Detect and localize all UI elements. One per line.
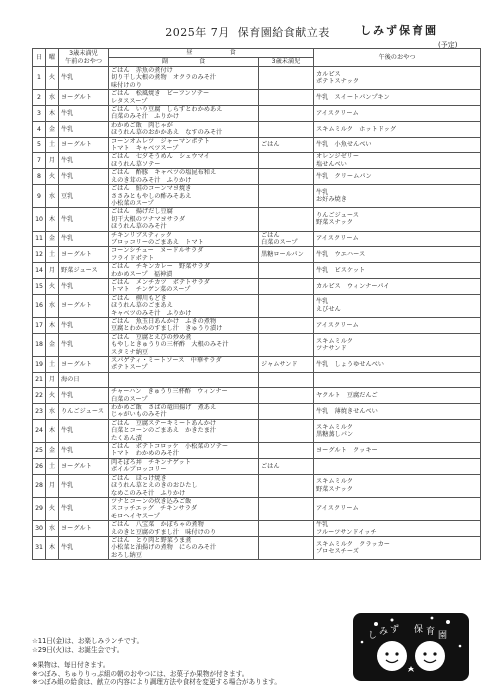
- day-cell: 11: [33, 231, 46, 247]
- table-row: [33, 106, 481, 122]
- day-cell: 10: [33, 208, 46, 231]
- dish-line: えのきと豆腐のすまし汁 味付けのり: [111, 528, 217, 536]
- dish-line: ごはん 柳川もどき: [111, 294, 167, 302]
- afternoon-snack-cell: 牛乳 フルーツサンドイッチ: [314, 521, 481, 537]
- afternoon-snack-cell: カルピス ウィンナーパイ: [314, 278, 481, 294]
- dish-line: スタミナ納豆: [111, 348, 149, 356]
- main-dish-cell: [109, 443, 259, 459]
- dish-line: ごはん 松風焼き ビーフンソテー: [111, 90, 210, 98]
- main-dish-cell: [109, 278, 259, 294]
- main-dish-cell: [109, 67, 259, 90]
- dish-line: 豆腐とわかめのすまし汁 きゅうり漬け: [111, 325, 223, 333]
- dish-line: 白菜のスープ: [111, 395, 148, 403]
- table-row: [33, 404, 481, 420]
- main-dish-cell: [109, 318, 259, 334]
- afternoon-snack-cell: スキムミルク ツナサンド: [314, 333, 481, 356]
- morning-snack-cell: 牛乳: [59, 388, 109, 404]
- dish-line: キャベツのみそ汁 ふりかけ: [111, 309, 192, 317]
- dish-line: ごはん メンチカツ ポテトサラダ: [111, 278, 210, 286]
- day-cell: 30: [33, 521, 46, 537]
- weekday-cell: 木: [46, 318, 59, 334]
- under3-cell: [259, 419, 314, 442]
- under3-cell: [259, 536, 314, 559]
- morning-snack-cell: りんごジュース: [59, 404, 109, 420]
- under3-cell: ごはん: [259, 137, 314, 153]
- day-cell: 23: [33, 404, 46, 420]
- table-row: [33, 294, 481, 317]
- dish-line: スコッチエッグ チキンサラダ: [111, 505, 198, 513]
- morning-snack-cell: 豆乳: [59, 185, 109, 208]
- dish-line: レタススープ: [111, 97, 148, 105]
- menu-heading: 保育園給食献立表: [237, 26, 330, 39]
- note-line: ☆11日(金)は、お楽しみランチです。: [32, 637, 144, 645]
- afternoon-snack-cell: 牛乳 薄焼きせんべい: [314, 404, 481, 420]
- day-cell: 17: [33, 318, 46, 334]
- under3-cell: [259, 169, 314, 185]
- weekday-cell: 土: [46, 247, 59, 263]
- dish-line: わかめご飯 肉じゃが: [111, 121, 173, 129]
- under3-cell: ごはん 白菜のスープ: [259, 231, 314, 247]
- day-cell: 7: [33, 153, 46, 169]
- weekday-cell: 金: [46, 333, 59, 356]
- dish-line: コーンシチュー ヌードルサラダ: [111, 247, 204, 255]
- main-dish-cell: [109, 208, 259, 231]
- dish-line: 肉そぼろ丼 チキンナゲット: [111, 458, 191, 466]
- under3-cell: [259, 106, 314, 122]
- notes: [32, 637, 281, 687]
- under3-cell: [259, 278, 314, 294]
- dish-line: ごはん チキンカレー 野菜サラダ: [111, 263, 210, 271]
- day-cell: 12: [33, 247, 46, 263]
- table-row: [33, 372, 481, 387]
- morning-snack-cell: 牛乳: [59, 536, 109, 559]
- col-lunch: 昼 食: [109, 49, 314, 58]
- dish-line: ごはん 鮭のコーンマヨ焼き: [111, 185, 192, 193]
- dish-line: 切り干し大根の煮物 オクラのみそ汁: [111, 74, 217, 82]
- dish-line: チャーハン きゅうり三杯酢 ウィンナー: [111, 388, 228, 396]
- table-row: [33, 121, 481, 137]
- morning-snack-cell: 海の日: [59, 372, 109, 387]
- under3-cell: [259, 474, 314, 497]
- weekday-cell: 火: [46, 67, 59, 90]
- morning-snack-cell: ヨーグルト: [59, 357, 109, 373]
- day-cell: 3: [33, 106, 46, 122]
- dish-line: わかめスープ 福神漬: [111, 270, 173, 278]
- svg-text:育: 育: [426, 627, 436, 637]
- dish-line: 白菜のみそ汁 ふりかけ: [111, 113, 180, 121]
- main-dish-cell: [109, 294, 259, 317]
- main-dish-cell: [109, 106, 259, 122]
- afternoon-snack-cell: 牛乳 小魚せんべい: [314, 137, 481, 153]
- dish-line: ブロッコリーのごまあえ トマト: [111, 238, 204, 246]
- dish-line: ごはん 豆腐とえびの炒め煮: [111, 333, 192, 341]
- afternoon-snack-cell: 牛乳 しょうゆせんべい: [314, 357, 481, 373]
- main-dish-cell: [109, 333, 259, 356]
- day-cell: 2: [33, 90, 46, 106]
- morning-snack-cell: 牛乳: [59, 231, 109, 247]
- day-cell: 25: [33, 443, 46, 459]
- table-row: [33, 458, 481, 474]
- col-day: 日: [33, 49, 46, 67]
- dish-line: モロヘイヤスープ: [111, 512, 160, 520]
- svg-text:園: 園: [438, 631, 448, 641]
- main-dish-cell: [109, 357, 259, 373]
- under3-cell: [259, 372, 314, 387]
- morning-snack-cell: 牛乳: [59, 106, 109, 122]
- day-cell: 21: [33, 372, 46, 387]
- weekday-cell: 水: [46, 90, 59, 106]
- afternoon-snack-cell: 牛乳 お好み焼き: [314, 185, 481, 208]
- main-dish-cell: [109, 521, 259, 537]
- under3-cell: ごはん: [259, 458, 314, 474]
- dish-line: トマト キャベツスープ: [111, 145, 179, 153]
- svg-text:し: し: [368, 631, 378, 641]
- morning-snack-cell: 牛乳: [59, 443, 109, 459]
- main-dish-cell: [109, 231, 259, 247]
- afternoon-snack-cell: 牛乳 えびせん: [314, 294, 481, 317]
- morning-snack-cell: ヨーグルト: [59, 294, 109, 317]
- dish-line: えのき茸のみそ汁 ふりかけ: [111, 176, 192, 184]
- dish-line: チキンリブスティック: [111, 231, 172, 239]
- day-cell: 18: [33, 333, 46, 356]
- weekday-cell: 水: [46, 404, 59, 420]
- day-cell: 31: [33, 536, 46, 559]
- school-logo: [352, 612, 470, 682]
- afternoon-snack-cell: オレンジゼリー 塩せんべい: [314, 153, 481, 169]
- morning-snack-cell: 牛乳: [59, 318, 109, 334]
- afternoon-snack-cell: ヨーグルト クッキー: [314, 443, 481, 459]
- weekday-cell: 月: [46, 263, 59, 279]
- under3-cell: ジャムサンド: [259, 357, 314, 373]
- afternoon-snack-cell: 牛乳 ビスケット: [314, 263, 481, 279]
- table-row: [33, 90, 481, 106]
- weekday-cell: 土: [46, 458, 59, 474]
- day-cell: 14: [33, 263, 46, 279]
- dish-line: ごはん 八宝菜 かぼちゃの煮物: [111, 521, 204, 529]
- main-dish-cell: [109, 90, 259, 106]
- weekday-cell: 火: [46, 497, 59, 520]
- dish-line: ごはん 酢豚 キャベツの塩昆布和え: [111, 169, 217, 177]
- col-morning-snack: 3歳未満児 午前のおやつ: [59, 49, 109, 67]
- table-row: [33, 536, 481, 559]
- dish-line: ごはん 揚げだし豆腐: [111, 208, 173, 216]
- morning-snack-cell: ヨーグルト: [59, 90, 109, 106]
- morning-snack-cell: 牛乳: [59, 419, 109, 442]
- note-line: ※つぼみ組の給食は、献立の内容により調理方法や食材を変更する場合があります。: [32, 678, 281, 686]
- table-row: [33, 278, 481, 294]
- dish-line: おろし納豆: [111, 551, 142, 559]
- morning-snack-cell: ヨーグルト: [59, 137, 109, 153]
- day-cell: 24: [33, 419, 46, 442]
- weekday-cell: 木: [46, 536, 59, 559]
- dish-line: 小松菜と油揚げの煮物 にらのみそ汁: [111, 544, 217, 552]
- main-dish-cell: [109, 169, 259, 185]
- under3-cell: [259, 294, 314, 317]
- dish-line: コーンオムレツ ジャーマンポテト: [111, 137, 210, 145]
- under3-cell: [259, 443, 314, 459]
- dish-line: ごはん ほっけ焼き: [111, 474, 167, 482]
- weekday-cell: 火: [46, 278, 59, 294]
- main-dish-cell: [109, 263, 259, 279]
- dish-line: ほうれん草ソテー: [111, 160, 161, 168]
- table-row: [33, 333, 481, 356]
- main-dish-cell: [109, 404, 259, 420]
- dish-line: たくあん漬: [111, 434, 142, 442]
- morning-snack-cell: 牛乳: [59, 333, 109, 356]
- menu-body: [33, 67, 481, 560]
- dish-line: ごはん 豆腐ステーキミートあんかけ: [111, 419, 217, 427]
- weekday-cell: 木: [46, 208, 59, 231]
- weekday-cell: 月: [46, 372, 59, 387]
- dish-line: 小松菜のスープ: [111, 199, 154, 207]
- dish-line: ほうれん草のみそ汁: [111, 223, 167, 231]
- note-line: ※つぼみ、ちゅりりっぷ組の朝のおやつには、お菓子か果物が付きます。: [32, 669, 249, 678]
- dish-line: ポテトスープ: [111, 364, 148, 372]
- morning-snack-cell: 牛乳: [59, 153, 109, 169]
- dish-line: ほうれん草とえのきのおひたし: [111, 482, 198, 490]
- day-cell: 8: [33, 169, 46, 185]
- col-main-dish: 副 食: [109, 58, 259, 67]
- main-dish-cell: [109, 474, 259, 497]
- weekday-cell: 土: [46, 137, 59, 153]
- dish-line: ごはん ポテトコロッケ 小松菜のソテー: [111, 443, 229, 451]
- under3-cell: [259, 333, 314, 356]
- dish-line: なめこのみそ汁 ふりかけ: [111, 489, 186, 497]
- main-dish-cell: [109, 458, 259, 474]
- weekday-cell: 水: [46, 521, 59, 537]
- under3-cell: [259, 263, 314, 279]
- dish-line: ごはん 魚玉日あんかけ ふきの煮物: [111, 318, 217, 325]
- morning-snack-cell: ヨーグルト: [59, 521, 109, 537]
- col-under3: 3歳未満児: [259, 58, 314, 67]
- afternoon-snack-cell: スキムミルク 黒糖蒸しパン: [314, 419, 481, 442]
- weekday-cell: 水: [46, 294, 59, 317]
- note-line: ※果物は、毎日付きます。: [32, 661, 110, 669]
- dish-line: ごはん いり豆腐 しらすとわかめあえ: [111, 106, 223, 114]
- afternoon-snack-cell: りんごジュース 野菜スナック: [314, 208, 481, 231]
- afternoon-snack-cell: 牛乳 スイートパンプキン: [314, 90, 481, 106]
- weekday-cell: 水: [46, 185, 59, 208]
- afternoon-snack-cell: [314, 372, 481, 387]
- dish-line: ボイルブロッコリー: [111, 466, 167, 474]
- weekday-cell: 月: [46, 153, 59, 169]
- main-dish-cell: [109, 372, 259, 387]
- table-row: [33, 67, 481, 90]
- under3-cell: [259, 185, 314, 208]
- note-line: ☆29日(火)は、お誕生会です。: [32, 645, 124, 654]
- table-row: [33, 318, 481, 334]
- day-cell: 5: [33, 137, 46, 153]
- under3-cell: [259, 521, 314, 537]
- morning-snack-cell: ヨーグルト: [59, 458, 109, 474]
- under3-cell: [259, 67, 314, 90]
- afternoon-snack-cell: アイスクリーム: [314, 231, 481, 247]
- morning-snack-cell: 牛乳: [59, 67, 109, 90]
- dish-line: 白菜とコーンのごまあえ かきたま汁: [111, 427, 217, 435]
- under3-cell: 黒糖ロールパン: [259, 247, 314, 263]
- afternoon-snack-cell: アイスクリーム: [314, 106, 481, 122]
- morning-snack-cell: 牛乳: [59, 169, 109, 185]
- table-row: [33, 443, 481, 459]
- morning-snack-cell: 野菜ジュース: [59, 263, 109, 279]
- day-cell: 9: [33, 185, 46, 208]
- svg-text:ず: ず: [390, 625, 400, 635]
- dish-line: ほうれん草のごまあえ: [111, 302, 173, 310]
- table-row: [33, 474, 481, 497]
- main-dish-cell: [109, 388, 259, 404]
- day-cell: 16: [33, 294, 46, 317]
- note-spacer: [32, 654, 281, 661]
- menu-table: [32, 48, 481, 560]
- dish-line: ごはん 赤魚の煮付け: [111, 67, 173, 74]
- weekday-cell: 木: [46, 419, 59, 442]
- table-row: [33, 153, 481, 169]
- main-dish-cell: [109, 497, 259, 520]
- svg-text:保: 保: [414, 625, 424, 635]
- morning-snack-cell: 牛乳: [59, 474, 109, 497]
- morning-snack-cell: 牛乳: [59, 497, 109, 520]
- afternoon-snack-cell: アイスクリーム: [314, 318, 481, 334]
- main-dish-cell: [109, 121, 259, 137]
- day-cell: 29: [33, 497, 46, 520]
- table-row: [33, 388, 481, 404]
- dish-line: 切干大根のツナマヨサラダ: [111, 215, 186, 223]
- day-cell: 15: [33, 278, 46, 294]
- table-row: [33, 263, 481, 279]
- morning-snack-cell: 牛乳: [59, 121, 109, 137]
- under3-cell: [259, 318, 314, 334]
- weekday-cell: 金: [46, 121, 59, 137]
- table-row: [33, 357, 481, 373]
- table-row: [33, 169, 481, 185]
- dish-line: もやしときゅうりの三杯酢 大根のみそ汁: [111, 341, 229, 349]
- morning-snack-cell: 牛乳: [59, 278, 109, 294]
- table-row: [33, 247, 481, 263]
- afternoon-snack-cell: アイスクリーム: [314, 497, 481, 520]
- dish-line: ほうれん草のおかかあえ なすのみそ汁: [111, 129, 223, 137]
- day-cell: 19: [33, 357, 46, 373]
- svg-text:み: み: [379, 627, 389, 637]
- morning-snack-cell: ヨーグルト: [59, 247, 109, 263]
- under3-cell: [259, 388, 314, 404]
- under3-cell: [259, 208, 314, 231]
- day-cell: 1: [33, 67, 46, 90]
- dish-line: スパゲティ・ミートソース 中華サラダ: [111, 357, 222, 365]
- planned-note: (予定): [438, 41, 458, 49]
- day-cell: 4: [33, 121, 46, 137]
- school-name: しみず保育園: [360, 24, 438, 37]
- table-row: [33, 497, 481, 520]
- dish-line: ごはん とり肉と野菜うま煮: [111, 536, 192, 544]
- under3-cell: [259, 90, 314, 106]
- under3-cell: [259, 404, 314, 420]
- afternoon-snack-cell: スキムミルク クラッカー プロセスチーズ: [314, 536, 481, 559]
- dish-line: わかめご飯 さばの竜田揚げ 煮あえ: [111, 404, 217, 412]
- dish-line: ささみともやしの酢みそあえ: [111, 192, 192, 200]
- dish-line: 味付けのり: [111, 81, 142, 89]
- under3-cell: [259, 121, 314, 137]
- table-row: [33, 185, 481, 208]
- table-row: [33, 419, 481, 442]
- main-dish-cell: [109, 536, 259, 559]
- afternoon-snack-cell: [314, 458, 481, 474]
- afternoon-snack-cell: スキムミルク 野菜スナック: [314, 474, 481, 497]
- main-dish-cell: [109, 185, 259, 208]
- morning-snack-cell: 牛乳: [59, 208, 109, 231]
- table-row: [33, 208, 481, 231]
- col-afternoon-snack: 午後のおやつ: [314, 49, 481, 67]
- dish-line: じゃがいものみそ汁: [111, 411, 167, 419]
- dish-line: フライドポテト: [111, 254, 155, 262]
- under3-cell: [259, 497, 314, 520]
- table-row: [33, 521, 481, 537]
- day-cell: 22: [33, 388, 46, 404]
- main-dish-cell: [109, 153, 259, 169]
- weekday-cell: 火: [46, 388, 59, 404]
- table-row: [33, 137, 481, 153]
- under3-cell: [259, 153, 314, 169]
- afternoon-snack-cell: ヤクルト 豆腐だんご: [314, 388, 481, 404]
- afternoon-snack-cell: スキムミルク ホットドッグ: [314, 121, 481, 137]
- weekday-cell: 金: [46, 443, 59, 459]
- weekday-cell: 土: [46, 357, 59, 373]
- afternoon-snack-cell: 牛乳 ウエハース: [314, 247, 481, 263]
- afternoon-snack-cell: 牛乳 クリームパン: [314, 169, 481, 185]
- day-cell: 26: [33, 458, 46, 474]
- dish-line: トマト チンゲン菜のスープ: [111, 286, 191, 294]
- weekday-cell: 月: [46, 474, 59, 497]
- dish-line: ごはん 七夕そうめん シュウマイ: [111, 153, 210, 161]
- dish-line: トマト わかめのみそ汁: [111, 450, 180, 458]
- day-cell: 28: [33, 474, 46, 497]
- dish-line: ツナとコーンの炊き込みご飯: [111, 497, 192, 505]
- col-weekday: 曜: [46, 49, 59, 67]
- year-month: 2025年 7月: [165, 26, 230, 39]
- table-row: [33, 231, 481, 247]
- weekday-cell: 火: [46, 169, 59, 185]
- main-dish-cell: [109, 247, 259, 263]
- weekday-cell: 木: [46, 106, 59, 122]
- weekday-cell: 金: [46, 231, 59, 247]
- main-dish-cell: [109, 137, 259, 153]
- main-dish-cell: [109, 419, 259, 442]
- afternoon-snack-cell: カルピス ポテトスナック: [314, 67, 481, 90]
